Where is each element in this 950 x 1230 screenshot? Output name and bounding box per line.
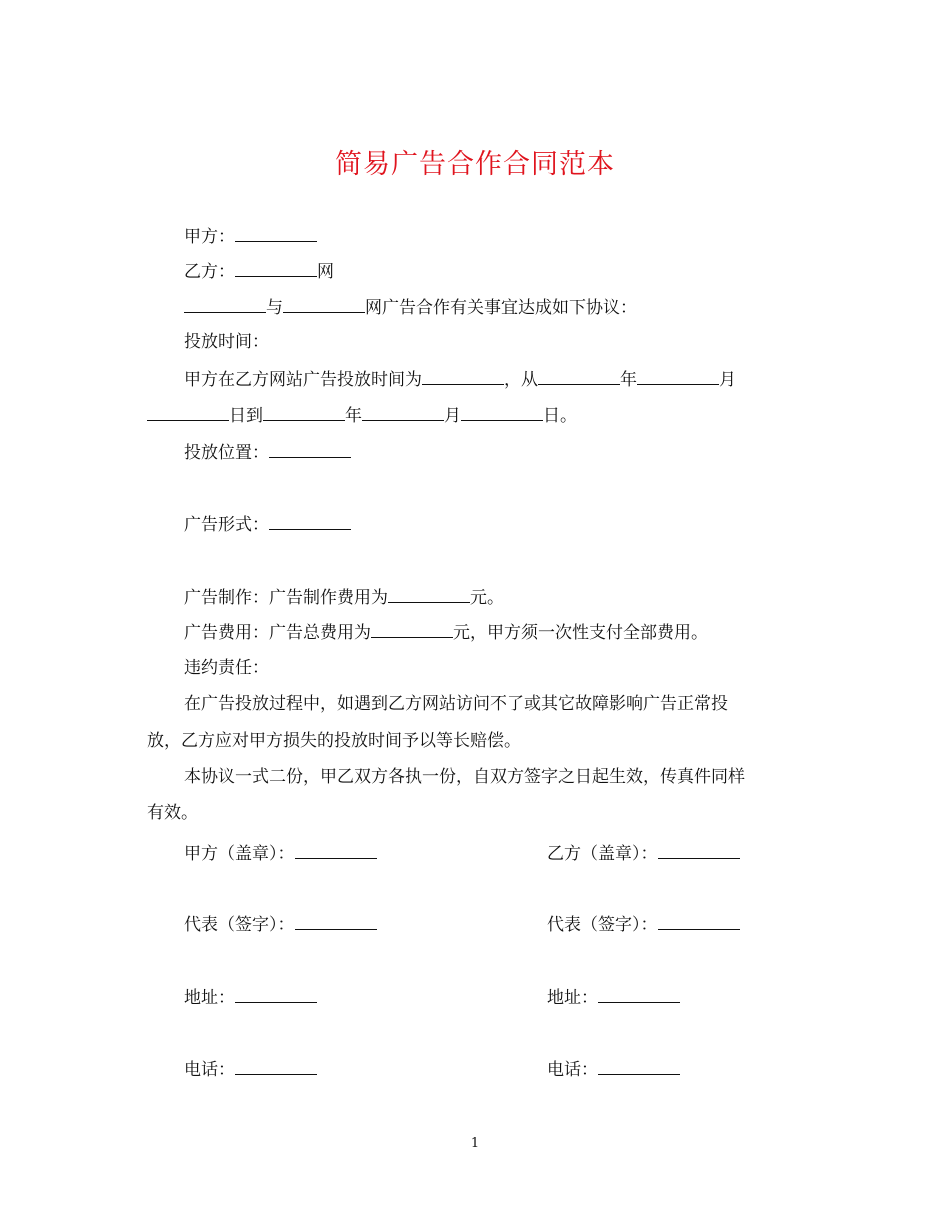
tel-a-blank <box>235 1057 317 1075</box>
sig-b-seal-blank <box>658 841 740 859</box>
fee-blank <box>371 620 453 638</box>
start-day-blank <box>147 403 229 421</box>
rep-b-line <box>547 912 740 937</box>
form-line <box>184 512 351 537</box>
period-text-a: 甲方在乙方网站广告投放时间为 <box>184 370 422 390</box>
form-blank <box>269 512 351 530</box>
sig-a-seal-line <box>184 841 377 866</box>
intro-tail: 网广告合作有关事宜达成如下协议： <box>365 298 637 318</box>
party-a-blank <box>235 224 317 242</box>
fee-text-a: 广告费用：广告总费用为 <box>184 623 371 643</box>
copies-line-1: 本协议一式二份，甲乙双方各执一份，自双方签字之日起生效，传真件同样 <box>184 767 745 787</box>
position-line <box>184 440 351 465</box>
end-day-blank <box>461 403 543 421</box>
page-title: 简易广告合作合同范本 <box>335 149 615 180</box>
tel-b-label: 电话： <box>547 1060 598 1080</box>
rep-a-blank <box>295 912 377 930</box>
tel-b-line <box>547 1057 680 1082</box>
party-b-blank <box>235 259 317 277</box>
production-line <box>184 585 504 610</box>
position-label: 投放位置： <box>184 443 269 463</box>
breach-heading: 违约责任： <box>184 658 269 678</box>
party-b-suffix: 网 <box>317 262 334 282</box>
sig-b-seal-line <box>547 841 740 866</box>
end-month-label: 月 <box>444 406 461 426</box>
sig-a-seal-blank <box>295 841 377 859</box>
start-month-blank <box>637 367 719 385</box>
tel-a-line <box>184 1057 317 1082</box>
end-year-blank <box>263 403 345 421</box>
party-a-line <box>184 224 317 249</box>
intro-line <box>184 295 637 320</box>
addr-b-label: 地址： <box>547 988 598 1008</box>
start-month-label: 月 <box>719 370 736 390</box>
intro-blank-b <box>283 295 365 313</box>
period-text-b: ，从 <box>504 370 538 390</box>
rep-a-label: 代表（签字）： <box>184 915 295 935</box>
page-number: 1 <box>470 1136 480 1151</box>
addr-a-label: 地址： <box>184 988 235 1008</box>
intro-blank-a <box>184 295 266 313</box>
period-duration-blank <box>422 367 504 385</box>
end-day-label: 日。 <box>543 406 577 426</box>
production-blank <box>388 585 470 603</box>
intro-mid: 与 <box>266 298 283 318</box>
sig-b-seal-label: 乙方（盖章）： <box>547 844 658 864</box>
breach-line-1: 在广告投放过程中，如遇到乙方网站访问不了或其它故障影响广告正常投 <box>184 694 728 714</box>
production-text-b: 元。 <box>470 588 504 608</box>
addr-b-line <box>547 985 680 1010</box>
party-a-label: 甲方： <box>184 227 235 247</box>
addr-a-blank <box>235 985 317 1003</box>
copies-line-2: 有效。 <box>147 803 198 823</box>
period-line-2 <box>147 403 577 428</box>
fee-line <box>184 620 708 645</box>
position-blank <box>269 440 351 458</box>
period-heading: 投放时间： <box>184 332 269 352</box>
end-month-blank <box>362 403 444 421</box>
production-text-a: 广告制作：广告制作费用为 <box>184 588 388 608</box>
form-label: 广告形式： <box>184 515 269 535</box>
sig-a-seal-label: 甲方（盖章）： <box>184 844 295 864</box>
tel-b-blank <box>598 1057 680 1075</box>
end-year-label: 年 <box>345 406 362 426</box>
rep-b-blank <box>658 912 740 930</box>
start-year-blank <box>538 367 620 385</box>
fee-text-b: 元，甲方须一次性支付全部费用。 <box>453 623 708 643</box>
tel-a-label: 电话： <box>184 1060 235 1080</box>
day-to-label: 日到 <box>229 406 263 426</box>
addr-b-blank <box>598 985 680 1003</box>
addr-a-line <box>184 985 317 1010</box>
start-year-label: 年 <box>620 370 637 390</box>
period-line-1 <box>184 367 736 392</box>
breach-line-2: 放，乙方应对甲方损失的投放时间予以等长赔偿。 <box>147 731 521 751</box>
rep-b-label: 代表（签字）： <box>547 915 658 935</box>
party-b-line <box>184 259 334 284</box>
rep-a-line <box>184 912 377 937</box>
party-b-label: 乙方： <box>184 262 235 282</box>
